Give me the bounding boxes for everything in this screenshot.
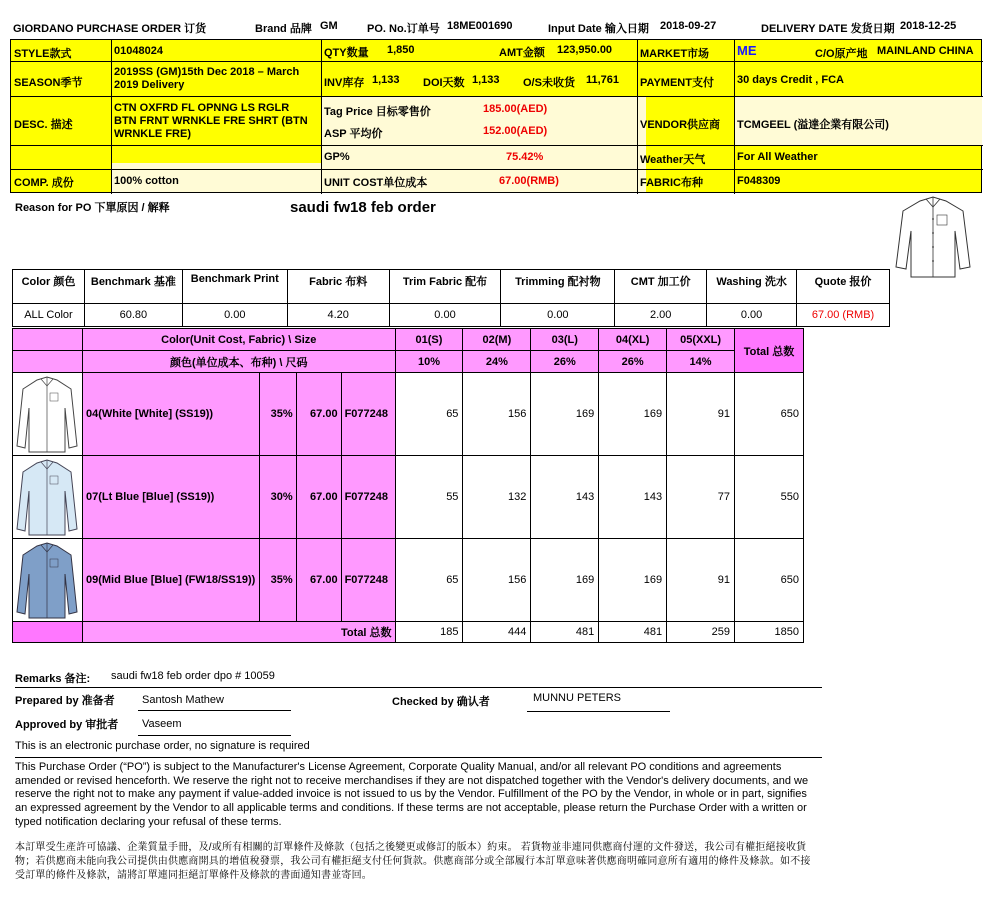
cost-value: 0.00 xyxy=(182,304,287,327)
qty-cell: 132 xyxy=(463,456,531,539)
input-date-label: Input Date 输入日期 xyxy=(548,23,649,35)
table-row xyxy=(13,456,804,539)
cost-breakdown-table xyxy=(12,269,890,327)
cost-header: Trimming 配衬物 xyxy=(501,270,615,304)
qty-cell: 77 xyxy=(667,456,735,539)
footer-qty: 481 xyxy=(599,622,667,643)
weather-value: For All Weather xyxy=(737,151,818,163)
color-fabric: F077248 xyxy=(341,456,395,539)
color-cost: 67.00 xyxy=(296,373,341,456)
cost-header: Benchmark 基准 xyxy=(84,270,182,304)
qty-cell: 143 xyxy=(599,456,667,539)
color-pct: 35% xyxy=(259,539,296,622)
unit-cost-label: UNIT COST单位成本 xyxy=(324,177,428,189)
input-date-value: 2018-09-27 xyxy=(660,20,717,32)
desc-value: CTN OXFRD FL OPNNG LS RGLR BTN FRNT WRNKLE FRE SHRT (BTN WRNKLE FRE) xyxy=(114,102,308,140)
footer-qty: 481 xyxy=(531,622,599,643)
market-label: MARKET市场 xyxy=(640,48,710,60)
shirt-thumbnail xyxy=(13,539,83,622)
gp-value: 75.42% xyxy=(506,151,544,163)
unit-cost-value: 67.00(RMB) xyxy=(499,175,559,187)
terms-chinese: 本訂單受生產許可協議、企業質量手冊，及/或所有相關的訂單條件及條款（包括之後變更或修訂的版本）約束。 若貨物並非連同供應商付運的文件發送，我公司有權拒絕接收貨物；若供應商未能向我公司提供由供應商開具的增值稅發票，我公司有權拒絕支付任何貨款。供應商部分或全部履行本訂單意味著供應商明確同意所有適用的條件及條款。如不接受訂單的條件及條款，請將訂單連同拒絕訂單條件及條款的書面通知書並寄回。 xyxy=(15,842,811,881)
fabric-value: F048309 xyxy=(737,175,781,187)
size-ratio: 10% xyxy=(395,351,463,373)
company-title: GIORDANO PURCHASE ORDER 订货 xyxy=(13,23,207,35)
tag-price-value: 185.00(AED) xyxy=(483,103,548,115)
approved-by-value: Vaseem xyxy=(142,718,182,730)
qty-cell: 91 xyxy=(667,373,735,456)
market-value: ME xyxy=(737,43,757,58)
comp-label: COMP. 成份 xyxy=(14,177,74,189)
brand-label: Brand 品牌 xyxy=(255,23,312,35)
weather-label: Weather天气 xyxy=(640,154,706,166)
fabric-label: FABRIC布种 xyxy=(640,177,703,189)
style-label: STYLE款式 xyxy=(14,48,72,60)
delivery-date-label: DELIVERY DATE 发货日期 xyxy=(761,23,895,35)
cost-header: Quote 报价 xyxy=(797,270,890,304)
season-value: 2019SS (GM)15th Dec 2018 – March 2019 Delivery xyxy=(114,66,300,91)
grand-total: 1850 xyxy=(735,622,804,643)
cost-header: Trim Fabric 配布 xyxy=(389,270,501,304)
qty-label: QTY数量 xyxy=(324,47,369,59)
checked-by-value: MUNNU PETERS xyxy=(533,692,622,704)
season-label: SEASON季节 xyxy=(14,77,83,89)
size-ratio: 26% xyxy=(599,351,667,373)
origin-value: MAINLAND CHINA xyxy=(877,45,974,57)
cost-value: 0.00 xyxy=(501,304,615,327)
gp-label: GP% xyxy=(324,151,350,163)
qty-cell: 65 xyxy=(395,373,463,456)
po-label: PO. No.订单号 xyxy=(367,23,440,35)
terms-english: This Purchase Order (“PO”) is subject to the Manufacturer's License Agreement, Corporate Quality Manual, and/or all relevant PO conditions and agreements amended or revised henceforth. We reserve the right not to receive merchandises if they are not dispatched together with the Vendor's delivery documents, and we reserve the right not to make any payment if value-added invoice is not issued to us by the Vendor. Fulfillment of the PO by the Vendor, in whole or in part, signifies an expressed agreement by the Vendor to all applicable terms and conditions. If these terms are not acceptable, please return the Purchase Order with a written or typed notification declaring your refusal of these terms. xyxy=(15,761,809,828)
shirt-thumbnail xyxy=(13,456,83,539)
table-row xyxy=(13,539,804,622)
qty-cell: 65 xyxy=(395,539,463,622)
os-value: 11,761 xyxy=(586,74,620,86)
color-pct: 30% xyxy=(259,456,296,539)
payment-label: PAYMENT支付 xyxy=(640,77,714,89)
qty-cell: 156 xyxy=(463,539,531,622)
inv-value: 1,133 xyxy=(372,74,400,86)
color-cost: 67.00 xyxy=(296,539,341,622)
remarks-value: saudi fw18 feb order dpo # 10059 xyxy=(111,670,275,682)
color-name: 09(Mid Blue [Blue] (FW18/SS19)) xyxy=(82,539,259,622)
cost-header: CMT 加工价 xyxy=(615,270,707,304)
reason-value: saudi fw18 feb order xyxy=(290,199,436,216)
doi-value: 1,133 xyxy=(472,74,500,86)
cost-value: 0.00 xyxy=(389,304,501,327)
cost-value: 0.00 xyxy=(707,304,797,327)
prepared-by-label: Prepared by 准备者 xyxy=(15,695,115,707)
size-header: 03(L) xyxy=(531,329,599,351)
cost-value: ALL Color xyxy=(13,304,85,327)
table-row xyxy=(13,373,804,456)
amt-label: AMT金额 xyxy=(499,47,545,59)
footer-qty: 259 xyxy=(667,622,735,643)
shirt-sketch-icon xyxy=(893,193,973,279)
row-total: 650 xyxy=(735,539,804,622)
grid-header-line1: Color(Unit Cost, Fabric) \ Size xyxy=(82,329,395,351)
color-fabric: F077248 xyxy=(341,373,395,456)
reason-label: Reason for PO 下單原因 / 解释 xyxy=(15,202,170,214)
qty-cell: 169 xyxy=(599,373,667,456)
shirt-icon xyxy=(15,374,79,454)
size-ratio: 14% xyxy=(667,351,735,373)
shirt-thumbnail xyxy=(13,373,83,456)
qty-cell: 143 xyxy=(531,456,599,539)
inv-label: INV库存 xyxy=(324,77,365,89)
total-header: Total 总数 xyxy=(735,329,804,373)
size-quantity-table xyxy=(12,328,804,643)
amt-value: 123,950.00 xyxy=(557,44,613,56)
brand-value: GM xyxy=(320,20,338,32)
doi-label: DOI天数 xyxy=(423,77,465,89)
remarks-label: Remarks 备注: xyxy=(15,673,91,685)
po-number: 18ME001690 xyxy=(447,20,513,32)
quote-value: 67.00 (RMB) xyxy=(797,304,890,327)
size-header: 04(XL) xyxy=(599,329,667,351)
qty-cell: 91 xyxy=(667,539,735,622)
electronic-po-note: This is an electronic purchase order, no signature is required xyxy=(15,740,310,752)
size-header: 01(S) xyxy=(395,329,463,351)
qty-cell: 169 xyxy=(531,373,599,456)
cost-value: 60.80 xyxy=(84,304,182,327)
asp-label: ASP 平均价 xyxy=(324,128,383,140)
qty-cell: 156 xyxy=(463,373,531,456)
approved-by-label: Approved by 审批者 xyxy=(15,719,119,731)
totals-row xyxy=(13,622,804,643)
row-total: 650 xyxy=(735,373,804,456)
size-header: 02(M) xyxy=(463,329,531,351)
cost-value: 4.20 xyxy=(287,304,389,327)
row-total: 550 xyxy=(735,456,804,539)
color-fabric: F077248 xyxy=(341,539,395,622)
color-pct: 35% xyxy=(259,373,296,456)
footer-qty: 444 xyxy=(463,622,531,643)
style-value: 01048024 xyxy=(114,45,163,57)
tag-price-label: Tag Price 目标零售价 xyxy=(324,106,431,118)
footer-qty: 185 xyxy=(395,622,463,643)
cost-header: Color 颜色 xyxy=(13,270,85,304)
cost-header: Benchmark Print xyxy=(182,270,287,304)
color-cost: 67.00 xyxy=(296,456,341,539)
qty-cell: 169 xyxy=(531,539,599,622)
delivery-date-value: 2018-12-25 xyxy=(900,20,957,32)
vendor-label: VENDOR供应商 xyxy=(640,119,721,131)
size-ratio: 24% xyxy=(463,351,531,373)
asp-value: 152.00(AED) xyxy=(483,125,548,137)
qty-cell: 55 xyxy=(395,456,463,539)
po-info-grid xyxy=(10,39,982,193)
cost-header: Fabric 布料 xyxy=(287,270,389,304)
vendor-value: TCMGEEL (溢達企業有限公司) xyxy=(737,119,889,131)
shirt-icon xyxy=(15,457,79,537)
desc-label: DESC. 描述 xyxy=(14,119,73,131)
footer-total-label: Total 总数 xyxy=(82,622,395,643)
comp-value: 100% cotton xyxy=(114,175,179,187)
cost-value: 2.00 xyxy=(615,304,707,327)
color-name: 07(Lt Blue [Blue] (SS19)) xyxy=(82,456,259,539)
os-label: O/S未收货 xyxy=(523,77,575,89)
payment-value: 30 days Credit , FCA xyxy=(737,74,844,86)
shirt-icon xyxy=(15,540,79,620)
size-header: 05(XXL) xyxy=(667,329,735,351)
qty-cell: 169 xyxy=(599,539,667,622)
grid-header-line2: 颜色(单位成本、布种) \ 尺码 xyxy=(82,351,395,373)
size-ratio: 26% xyxy=(531,351,599,373)
origin-label: C/O原产地 xyxy=(815,48,868,60)
qty-value: 1,850 xyxy=(387,44,415,56)
cost-header: Washing 洗水 xyxy=(707,270,797,304)
color-name: 04(White [White] (SS19)) xyxy=(82,373,259,456)
prepared-by-value: Santosh Mathew xyxy=(142,694,224,706)
checked-by-label: Checked by 确认者 xyxy=(392,696,490,708)
